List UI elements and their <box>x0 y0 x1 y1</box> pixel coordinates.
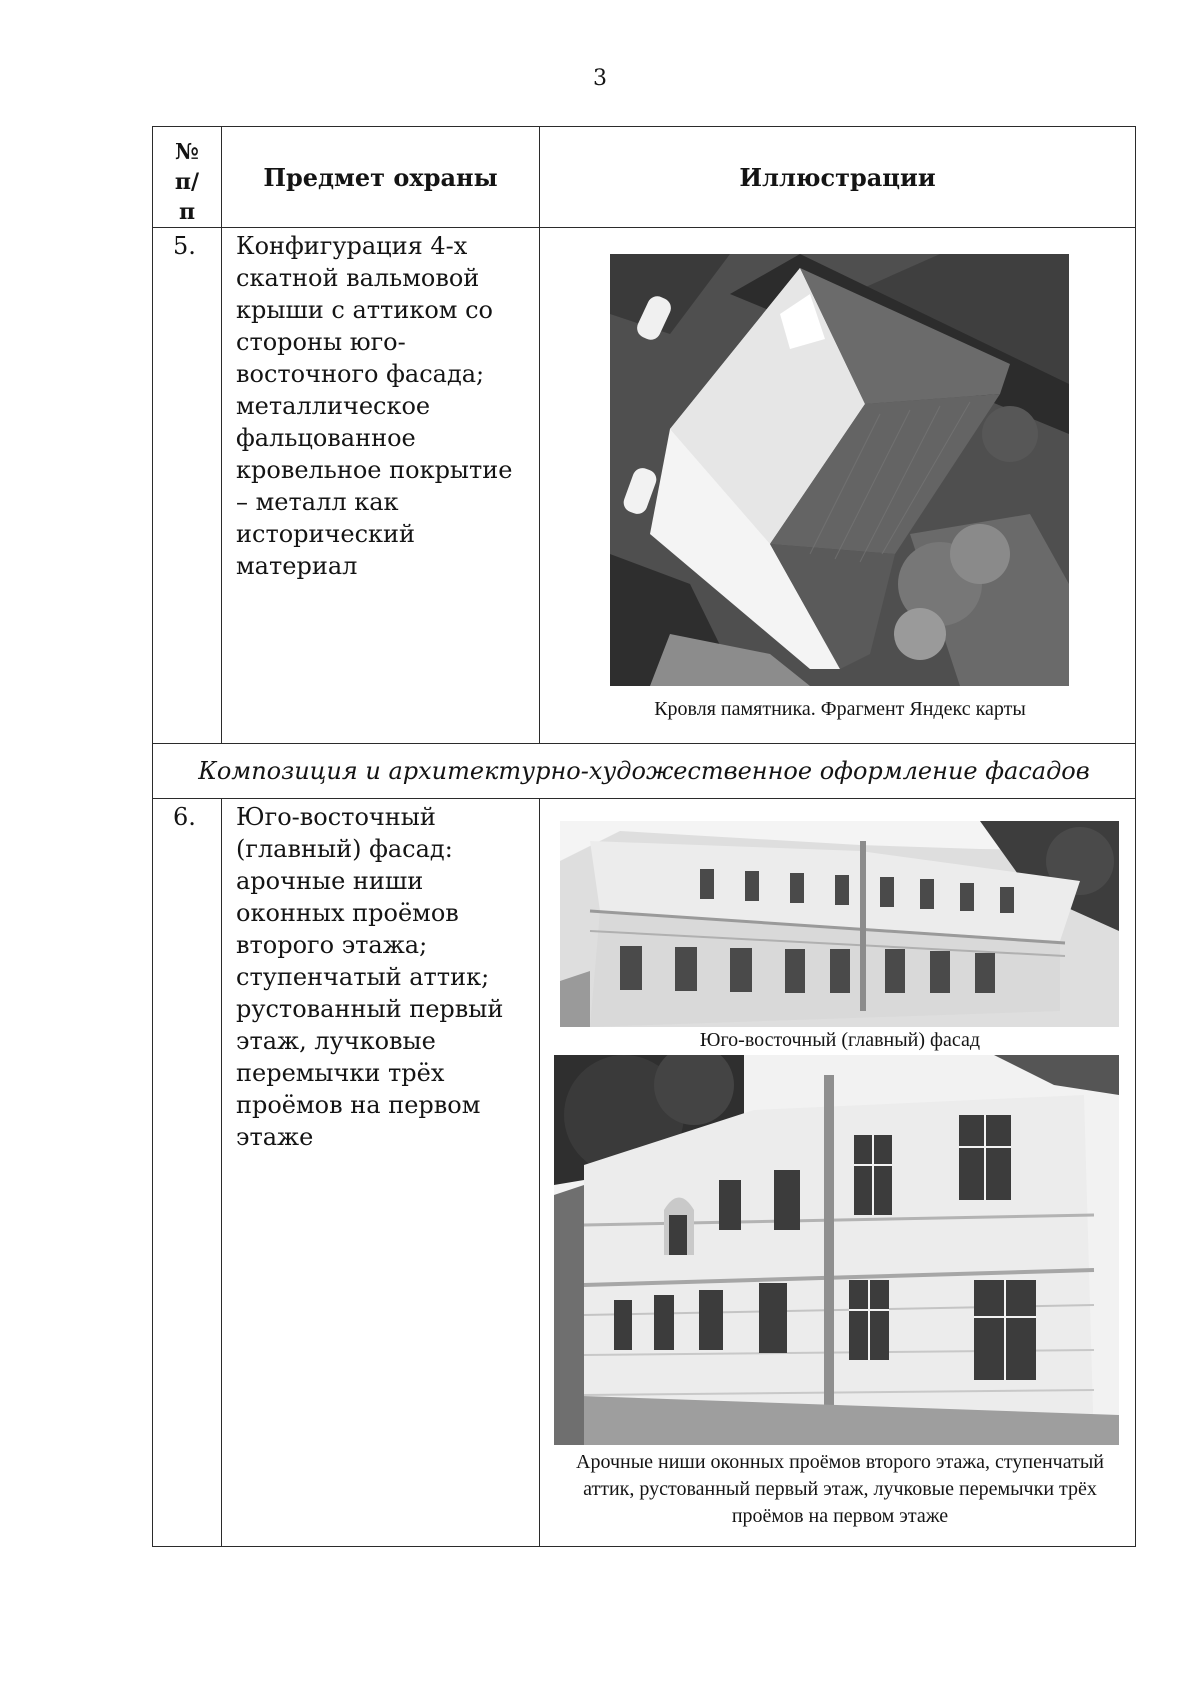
facade-detail-image <box>554 1055 1119 1445</box>
row-number: 6. <box>153 799 222 1547</box>
main-facade-caption: Юго-восточный (главный) фасад <box>699 1029 981 1051</box>
roof-aerial-image <box>610 254 1069 686</box>
protection-subject-table <box>152 126 1136 1547</box>
row-number: 5. <box>153 228 222 744</box>
roof-aerial-photo <box>610 254 1069 686</box>
section-title: Композиция и архитектурно-художественное оформление фасадов <box>153 744 1136 799</box>
section-title-row <box>153 744 1136 799</box>
page-number: 3 <box>593 66 607 91</box>
header-subject: Предмет охраны <box>222 127 540 228</box>
facade-detail-caption: Арочные ниши оконных проёмов второго этажа, ступенчатый аттик, рустованный первый этаж, лучковые перемычки трёх проёмов на первом этаже <box>576 1451 1104 1527</box>
table-header-row <box>153 127 1136 228</box>
roof-photo-caption: Кровля памятника. Фрагмент Яндекс карты <box>654 698 1026 720</box>
header-number: № п/п <box>153 127 222 228</box>
illustrations-cell <box>540 799 1136 1547</box>
illustrations-cell <box>540 228 1136 744</box>
protection-subject-text: Юго-восточный (главный) фасад: арочные ниши оконных проёмов второго этажа; ступенчатый аттик; рустованный первый этаж, лучковые перемычки трёх проёмов на первом этаже <box>222 799 540 1547</box>
table-row <box>153 228 1136 744</box>
table-row <box>153 799 1136 1547</box>
protection-subject-text: Конфигурация 4-х скатной вальмовой крыши с аттиком со стороны юго-восточного фасада; металлическое фальцованное кровельное покрытие – металл как исторический материал <box>222 228 540 744</box>
main-facade-photo <box>560 821 1119 1027</box>
main-facade-image <box>560 821 1119 1027</box>
header-illustrations: Иллюстрации <box>540 127 1136 228</box>
facade-detail-photo <box>554 1055 1119 1445</box>
